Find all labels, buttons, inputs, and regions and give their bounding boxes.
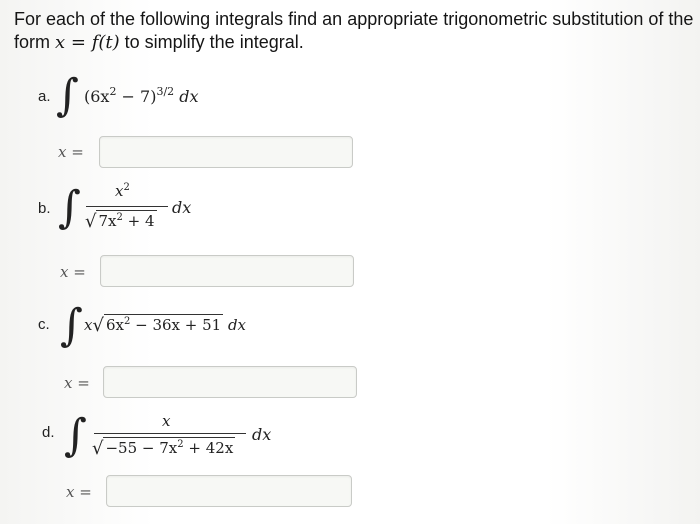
question-line-1: For each of the following integrals find an appropriate trigonometric substitution of the bbox=[14, 9, 694, 29]
part-a-var-label: x = bbox=[58, 143, 84, 161]
question-line-2-prefix: form bbox=[14, 32, 56, 52]
part-d-integral-sign: ∫ bbox=[64, 410, 87, 461]
part-b-numerator-base: x bbox=[115, 182, 124, 200]
part-b-label: b. bbox=[38, 200, 51, 217]
part-c-radicand-exp: 2 bbox=[123, 316, 131, 327]
part-d-differential: dx bbox=[252, 425, 272, 444]
part-d-sqrt-sign: √ bbox=[92, 438, 104, 459]
part-c-label: c. bbox=[38, 316, 50, 333]
part-d-den-exp: 2 bbox=[177, 439, 184, 450]
part-d-den-rest: + 42x bbox=[183, 439, 234, 457]
part-b-numerator bbox=[115, 182, 130, 200]
question-equals: = bbox=[65, 32, 92, 53]
part-a-label: a. bbox=[38, 88, 51, 105]
part-d-answer-input[interactable] bbox=[106, 475, 352, 507]
part-d-var-label: x = bbox=[66, 483, 92, 501]
part-c-prefix: x bbox=[84, 316, 93, 334]
part-c-radicand-rest: − 36x + 51 bbox=[130, 316, 222, 334]
part-c-differential: dx bbox=[223, 316, 247, 334]
part-c-var-label: x = bbox=[64, 374, 90, 392]
part-b-den-rest: + 4 bbox=[122, 212, 155, 230]
part-d-den-base: −55 − 7x bbox=[105, 439, 178, 457]
part-b-integral-sign: ∫ bbox=[58, 182, 81, 233]
question-line-2-suffix: to simplify the integral. bbox=[119, 32, 304, 52]
part-b-den-exp: 2 bbox=[116, 212, 123, 223]
part-a-differential: dx bbox=[174, 87, 199, 106]
part-c-integral-sign: ∫ bbox=[60, 300, 83, 351]
part-b-sqrt-sign: √ bbox=[85, 211, 97, 232]
part-c-sqrt-sign: √ bbox=[92, 315, 104, 336]
part-b-numerator-exp: 2 bbox=[123, 182, 130, 193]
part-d-fraction-bar bbox=[94, 433, 246, 434]
part-b-differential: dx bbox=[172, 198, 192, 217]
part-a-integral-sign: ∫ bbox=[56, 70, 79, 121]
part-b-denominator bbox=[85, 210, 157, 232]
question-var-x: x bbox=[55, 32, 66, 53]
part-d-denominator bbox=[92, 437, 235, 459]
question-text bbox=[14, 8, 694, 54]
part-a-integrand bbox=[84, 87, 199, 106]
part-b-radicand bbox=[96, 210, 156, 230]
part-d-label: d. bbox=[42, 424, 55, 441]
part-b-var-label: x = bbox=[60, 263, 86, 281]
part-a-exp1: 2 bbox=[109, 85, 117, 98]
question-function: f(t) bbox=[91, 32, 120, 53]
part-d-radicand bbox=[103, 437, 235, 457]
part-a-integrand-rest: − 7) bbox=[116, 87, 157, 106]
part-b-den-base: 7x bbox=[98, 212, 117, 230]
part-c-integrand bbox=[84, 314, 246, 336]
part-a-answer-input[interactable] bbox=[99, 136, 353, 168]
part-d-numerator: x bbox=[162, 412, 171, 430]
part-c-answer-input[interactable] bbox=[103, 366, 357, 398]
part-a-exp2: 3/2 bbox=[156, 85, 175, 98]
question-line-2 bbox=[14, 31, 694, 54]
part-c-radicand-base: 6x bbox=[105, 316, 124, 334]
part-b-answer-input[interactable] bbox=[100, 255, 354, 287]
part-c-radicand bbox=[104, 314, 223, 334]
part-b-fraction-bar bbox=[86, 206, 168, 207]
part-a-integrand-base: (6x bbox=[84, 87, 110, 106]
